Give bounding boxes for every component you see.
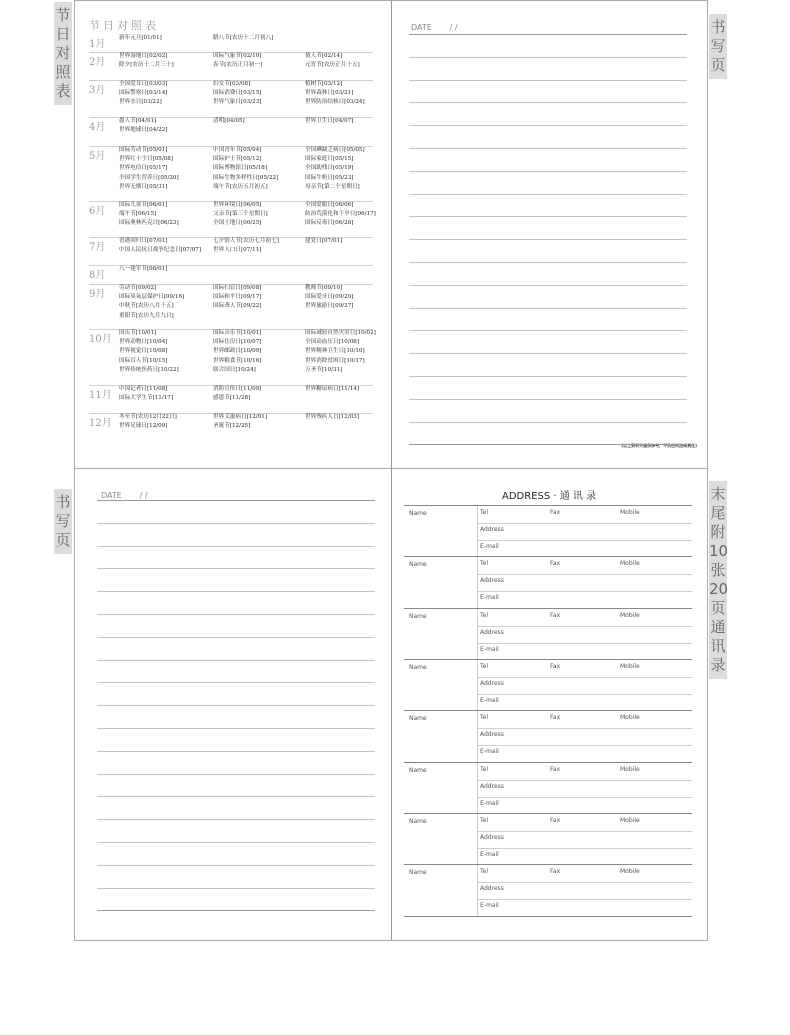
month-row bbox=[89, 237, 373, 266]
holiday-entry: 国际气象节[02/10] bbox=[213, 53, 262, 59]
holiday-entry: 国际生物多样性日[05/22] bbox=[213, 174, 279, 181]
holiday-column bbox=[305, 413, 359, 422]
address-tel-label: Tel bbox=[480, 662, 489, 670]
ruled-line bbox=[97, 637, 375, 638]
month-number: 12月 bbox=[89, 418, 112, 429]
holiday-column bbox=[305, 52, 360, 70]
holiday-entry: 世界旅游日[09/27] bbox=[305, 303, 354, 310]
address-entry bbox=[404, 813, 692, 865]
month-row bbox=[89, 329, 376, 386]
holiday-entry: 世界足球日[12/09] bbox=[119, 423, 168, 430]
address-fax-label: Fax bbox=[550, 714, 561, 722]
ruled-line bbox=[97, 568, 375, 569]
holiday-column bbox=[119, 201, 179, 229]
address-mobile-label: Mobile bbox=[620, 868, 640, 876]
holiday-column bbox=[119, 34, 162, 43]
address-book-page bbox=[392, 469, 707, 940]
ruled-line bbox=[97, 819, 375, 820]
holiday-entry: 国际音乐节[10/01] bbox=[213, 330, 262, 336]
holiday-column bbox=[213, 385, 261, 403]
divider bbox=[477, 523, 692, 524]
holiday-table-tab: 节日对照表 bbox=[54, 2, 72, 105]
writing-page-tab-left: 书写页 bbox=[54, 489, 72, 554]
ruled-line bbox=[409, 194, 687, 195]
address-name-label: Name bbox=[409, 715, 427, 723]
address-mobile-label: Mobile bbox=[620, 560, 640, 568]
holiday-entry: 国际儿童节[06/01] bbox=[119, 202, 168, 208]
holiday-entry: 国际臭氧层保护日[09/16] bbox=[119, 294, 185, 301]
holiday-entry: 世界传统医药日[10/22] bbox=[119, 366, 179, 373]
holiday-entry: 国际和平日[09/17] bbox=[213, 294, 262, 301]
address-entry bbox=[404, 608, 692, 660]
address-entry bbox=[404, 659, 692, 711]
address-email-label: E-mail bbox=[480, 902, 499, 910]
holiday-entry: 父亲节[第三个星期日] bbox=[213, 211, 268, 218]
divider bbox=[477, 626, 692, 627]
holiday-column bbox=[119, 265, 167, 274]
holiday-entry: 万圣节[10/31] bbox=[305, 366, 343, 373]
holiday-entry: 国际家庭日[05/15] bbox=[305, 156, 354, 163]
holiday-entry: 全国土地日[06/25] bbox=[213, 220, 262, 227]
holiday-entry: 中秋节[农历八月十五] bbox=[119, 303, 174, 310]
holiday-entry: 世界地球日[04/22] bbox=[119, 127, 168, 134]
holiday-entry: 世界卫生日[04/07] bbox=[305, 118, 354, 124]
holiday-column bbox=[119, 237, 201, 255]
divider bbox=[477, 728, 692, 729]
ruled-line bbox=[409, 171, 687, 172]
holiday-entry: 全国碘缺乏病日[05/05] bbox=[305, 147, 365, 153]
ruled-line bbox=[409, 216, 687, 217]
address-mobile-label: Mobile bbox=[620, 611, 640, 619]
address-fax-label: Fax bbox=[550, 765, 561, 773]
holiday-column bbox=[119, 385, 173, 403]
address-fax-label: Fax bbox=[550, 560, 561, 568]
holiday-entry: 世界视觉日[10/08] bbox=[119, 348, 168, 355]
address-fax-label: Fax bbox=[550, 662, 561, 670]
month-number: 5月 bbox=[89, 151, 106, 162]
month-number: 7月 bbox=[89, 242, 106, 253]
divider bbox=[477, 882, 692, 883]
holiday-column bbox=[213, 34, 273, 43]
divider bbox=[477, 711, 478, 762]
address-tel-label: Tel bbox=[480, 611, 489, 619]
address-fax-label: Fax bbox=[550, 816, 561, 824]
ruled-line bbox=[409, 57, 687, 58]
address-mobile-label: Mobile bbox=[620, 765, 640, 773]
address-address-label: Address bbox=[480, 526, 504, 533]
holiday-column bbox=[305, 201, 376, 229]
holiday-entry: 国际爱牙日[09/20] bbox=[305, 294, 354, 301]
holiday-column bbox=[305, 80, 365, 108]
spine bbox=[391, 1, 392, 468]
month-number: 11月 bbox=[89, 390, 112, 401]
holiday-entry: 国际牛奶日[05/23] bbox=[305, 174, 354, 181]
ruled-line bbox=[97, 796, 375, 797]
address-address-label: Address bbox=[480, 782, 504, 790]
address-tel-label: Tel bbox=[480, 868, 489, 876]
ruled-line bbox=[409, 262, 687, 263]
holiday-entry: 建党日[07/01] bbox=[305, 238, 343, 244]
holiday-entry: 联合国日[10/24] bbox=[213, 366, 256, 373]
divider bbox=[477, 814, 478, 865]
holiday-entry: 重阳节[农历九月九日] bbox=[119, 312, 174, 319]
ruled-line bbox=[97, 682, 375, 683]
address-email-label: E-mail bbox=[480, 850, 499, 858]
month-number: 8月 bbox=[89, 270, 106, 281]
holiday-entry: 世界艾滋病日[12/01] bbox=[213, 414, 268, 420]
holiday-column bbox=[305, 329, 376, 375]
divider bbox=[477, 745, 692, 746]
address-tel-label: Tel bbox=[480, 509, 489, 516]
ruled-line bbox=[97, 751, 375, 752]
holiday-entry: 教师节[09/10] bbox=[305, 285, 343, 291]
holiday-entry: 国际警察日[03/14] bbox=[119, 90, 168, 97]
ruled-line bbox=[409, 444, 687, 445]
holiday-column bbox=[213, 117, 245, 126]
address-email-label: E-mail bbox=[480, 543, 499, 550]
holiday-column bbox=[305, 385, 359, 394]
holiday-column bbox=[213, 284, 261, 312]
month-number: 9月 bbox=[89, 289, 106, 300]
ruled-line bbox=[97, 728, 375, 729]
address-note-tab: 末尾附10张20页通讯录 bbox=[709, 481, 727, 679]
holiday-column bbox=[213, 329, 261, 375]
address-mobile-label: Mobile bbox=[620, 714, 640, 722]
address-mobile-label: Mobile bbox=[620, 509, 640, 516]
ruled-line bbox=[409, 102, 687, 103]
date-label: DATE / / bbox=[101, 491, 148, 500]
holiday-column bbox=[119, 413, 177, 431]
holiday-entry: 国际聋人节[09/22] bbox=[213, 303, 262, 310]
ruled-line bbox=[409, 330, 687, 331]
holiday-entry: 腊八节[农历十二月初八] bbox=[213, 35, 274, 41]
address-tel-label: Tel bbox=[480, 714, 489, 722]
holiday-entry: 世界环境日[06/05] bbox=[213, 202, 262, 208]
address-name-label: Name bbox=[409, 817, 427, 825]
address-address-label: Address bbox=[480, 577, 504, 585]
ruled-line bbox=[97, 865, 375, 866]
divider bbox=[477, 643, 692, 644]
holiday-entry: 世界人口日[07/11] bbox=[213, 247, 262, 254]
holiday-column bbox=[305, 237, 342, 246]
address-entry bbox=[404, 556, 692, 608]
month-row bbox=[89, 385, 373, 414]
address-name-label: Name bbox=[409, 612, 427, 620]
holiday-entry: 植树节[03/12] bbox=[305, 81, 343, 87]
holiday-entry: 世界糖尿病日[11/14] bbox=[305, 386, 360, 392]
holiday-entry: 愚人节[04/01] bbox=[119, 118, 157, 124]
holiday-entry: 七夕情人节[农历七月初七] bbox=[213, 238, 279, 244]
address-entry bbox=[404, 864, 692, 917]
holiday-entry: 妇女节[03/08] bbox=[213, 81, 251, 87]
divider bbox=[477, 831, 692, 832]
holiday-entry: 世界精神卫生日[10/10] bbox=[305, 348, 365, 355]
divider bbox=[477, 660, 478, 711]
holiday-column bbox=[119, 117, 167, 135]
holiday-entry: 除夕[农历十二月三十] bbox=[119, 62, 174, 69]
holiday-entry: 情人节[02/14] bbox=[305, 53, 343, 59]
holiday-entry: 端午节[06/15] bbox=[119, 211, 157, 218]
holiday-entry: 新年元旦[01/01] bbox=[119, 35, 162, 41]
address-email-label: E-mail bbox=[480, 748, 499, 756]
holiday-entry: 国际护士节[05/12] bbox=[213, 156, 262, 163]
holiday-entry: 清明[04/05] bbox=[213, 118, 245, 124]
ruled-line bbox=[409, 80, 687, 81]
ruled-line bbox=[409, 308, 687, 309]
holiday-entry: 国庆节[10/01] bbox=[119, 330, 157, 336]
month-number: 1月 bbox=[89, 39, 106, 50]
divider bbox=[477, 763, 478, 814]
holiday-entry: 母亲节[第二个星期日] bbox=[305, 183, 360, 190]
ruled-line bbox=[409, 376, 687, 377]
divider bbox=[477, 557, 478, 608]
holiday-entry: 国际盲人节[10/15] bbox=[119, 357, 168, 364]
holiday-column bbox=[119, 80, 167, 108]
ruled-line bbox=[97, 842, 375, 843]
divider bbox=[477, 848, 692, 849]
holiday-entry: 世界粮食节[10/16] bbox=[213, 357, 262, 364]
holiday-entry: 全国高血压日[10/08] bbox=[305, 339, 360, 346]
ruled-line bbox=[409, 34, 687, 35]
holiday-column bbox=[305, 284, 353, 312]
month-number: 3月 bbox=[89, 85, 106, 96]
month-row bbox=[89, 52, 373, 81]
month-row bbox=[89, 265, 373, 285]
divider bbox=[477, 780, 692, 781]
ruled-line bbox=[409, 125, 687, 126]
divider bbox=[477, 540, 692, 541]
holiday-entry: 国际奥林匹克日[06/23] bbox=[119, 220, 179, 227]
divider bbox=[477, 865, 478, 916]
holiday-entry: 中国人民抗日战争纪念日[07/07] bbox=[119, 247, 202, 254]
month-row bbox=[89, 201, 376, 238]
holiday-entry: 冬至节[农历12月22日] bbox=[119, 414, 177, 420]
holiday-entry: 世界气象日[03/23] bbox=[213, 99, 262, 106]
holiday-entry: 世界防治结核日[03/24] bbox=[305, 99, 365, 106]
month-number: 10月 bbox=[89, 334, 112, 345]
divider bbox=[477, 899, 692, 900]
ruled-line bbox=[409, 399, 687, 400]
address-tel-label: Tel bbox=[480, 560, 489, 568]
holiday-entry: 全国爱耳日[03/03] bbox=[119, 81, 168, 87]
address-name-label: Name bbox=[409, 766, 427, 774]
writing-page-tab-right: 书写页 bbox=[709, 14, 727, 79]
address-entry bbox=[404, 710, 692, 762]
holiday-footnote: (以上资料只提供参考，不负任何法律责任) bbox=[621, 443, 697, 448]
address-name-label: Name bbox=[409, 663, 427, 671]
address-address-label: Address bbox=[480, 833, 504, 841]
divider bbox=[477, 694, 692, 695]
ruled-line bbox=[97, 591, 375, 592]
holiday-entry: 消防宣传日[11/09] bbox=[213, 386, 262, 392]
holiday-entry: 八一建军节[08/01] bbox=[119, 266, 168, 272]
ruled-line bbox=[97, 500, 375, 501]
ruled-line bbox=[409, 353, 687, 354]
holiday-entry: 世界无烟日[05/31] bbox=[119, 183, 168, 190]
address-entry bbox=[404, 505, 692, 557]
address-mobile-label: Mobile bbox=[620, 662, 640, 670]
month-row bbox=[89, 413, 373, 441]
month-row bbox=[89, 146, 373, 202]
holiday-entry: 世界消除贫困日[10/17] bbox=[305, 357, 365, 364]
address-entry bbox=[404, 762, 692, 814]
holiday-column bbox=[213, 52, 262, 70]
month-number: 4月 bbox=[89, 122, 106, 133]
holiday-entry: 全国学生营养日[05/20] bbox=[119, 174, 179, 181]
address-name-label: Name bbox=[409, 561, 427, 569]
holiday-entry: 世界森林日[03/21] bbox=[305, 90, 354, 97]
address-address-label: Address bbox=[480, 885, 504, 893]
holiday-column bbox=[213, 80, 261, 108]
holiday-entry: 中国青年节[05/04] bbox=[213, 147, 262, 153]
holiday-entry: 香港回归日[07/01] bbox=[119, 238, 168, 244]
holiday-entry: 全国助残日[05/19] bbox=[305, 165, 354, 172]
divider bbox=[477, 574, 692, 575]
address-email-label: E-mail bbox=[480, 594, 499, 602]
address-name-label: Name bbox=[409, 869, 427, 877]
holiday-entry: 世界邮政日[10/09] bbox=[213, 348, 262, 355]
holiday-entry: 世界动物日[10/04] bbox=[119, 339, 168, 346]
holiday-column bbox=[213, 201, 268, 229]
holiday-column bbox=[119, 52, 174, 70]
holiday-entry: 感恩节[11/28] bbox=[213, 395, 251, 402]
holiday-entry: 世界电信日[05/17] bbox=[119, 165, 168, 172]
address-tel-label: Tel bbox=[480, 816, 489, 824]
holiday-entry: 元宵节[农历正月十五] bbox=[305, 62, 360, 69]
address-mobile-label: Mobile bbox=[620, 816, 640, 824]
address-book-title: ADDRESS · 通 讯 录 bbox=[502, 491, 597, 502]
holiday-column bbox=[119, 146, 179, 192]
holiday-column bbox=[213, 237, 279, 255]
holiday-table-title: 节日对照表 bbox=[89, 19, 159, 32]
month-number: 2月 bbox=[89, 57, 106, 68]
holiday-column bbox=[119, 329, 179, 375]
ruled-line bbox=[409, 239, 687, 240]
address-fax-label: Fax bbox=[550, 611, 561, 619]
ruled-line bbox=[97, 546, 375, 547]
holiday-entry: 世界红十字日[05/08] bbox=[119, 156, 174, 163]
bottom-spread bbox=[74, 468, 708, 941]
divider bbox=[477, 677, 692, 678]
month-row bbox=[89, 80, 373, 118]
date-label: DATE / / bbox=[411, 23, 458, 32]
divider bbox=[477, 591, 692, 592]
address-address-label: Address bbox=[480, 628, 504, 636]
holiday-column bbox=[213, 146, 278, 192]
divider bbox=[477, 609, 478, 660]
month-row bbox=[89, 117, 373, 147]
address-address-label: Address bbox=[480, 679, 504, 687]
ruled-line bbox=[409, 285, 687, 286]
holiday-entry: 春节[农历正月初一] bbox=[213, 62, 263, 69]
holiday-entry: 端午节[农历五月初五] bbox=[213, 183, 268, 190]
holiday-column bbox=[213, 413, 267, 431]
ruled-line bbox=[97, 910, 375, 911]
ruled-line bbox=[409, 148, 687, 149]
holiday-entry: 国际劳动节[05/01] bbox=[119, 147, 168, 153]
holiday-entry: 世界水日[03/22] bbox=[119, 99, 162, 106]
holiday-column bbox=[305, 117, 353, 126]
ruled-line bbox=[97, 660, 375, 661]
address-email-label: E-mail bbox=[480, 696, 499, 704]
holiday-column bbox=[305, 146, 365, 192]
holiday-entry: 中国记者日[11/08] bbox=[119, 386, 168, 392]
holiday-entry: 全国爱眼日[06/06] bbox=[305, 202, 354, 208]
address-fax-label: Fax bbox=[550, 868, 561, 876]
holiday-entry: 国际消费日[03/15] bbox=[213, 90, 262, 97]
holiday-entry: 圣诞节[12/25] bbox=[213, 423, 251, 430]
holiday-entry: 国际反毒日[06/26] bbox=[305, 220, 354, 227]
holiday-entry: 国际减轻自然灾害日[10/02] bbox=[305, 330, 376, 336]
address-name-label: Name bbox=[409, 510, 427, 517]
holiday-entry: 世界湿地日[02/02] bbox=[119, 53, 168, 59]
holiday-column bbox=[119, 284, 184, 321]
address-email-label: E-mail bbox=[480, 645, 499, 653]
month-row bbox=[89, 34, 373, 53]
top-spread bbox=[74, 0, 708, 469]
divider bbox=[477, 797, 692, 798]
divider bbox=[477, 506, 478, 557]
holiday-entry: 防治荒漠化和干旱日[06/17] bbox=[305, 211, 376, 218]
address-address-label: Address bbox=[480, 731, 504, 739]
ruled-line bbox=[97, 705, 375, 706]
address-email-label: E-mail bbox=[480, 799, 499, 807]
month-number: 6月 bbox=[89, 206, 106, 217]
ruled-line bbox=[97, 614, 375, 615]
holiday-entry: 劳动节[09/02] bbox=[119, 285, 157, 291]
ruled-line bbox=[97, 888, 375, 889]
address-fax-label: Fax bbox=[550, 509, 561, 516]
ruled-line bbox=[97, 774, 375, 775]
holiday-entry: 世界残疾人日[12/03] bbox=[305, 414, 360, 420]
month-row bbox=[89, 284, 373, 330]
holiday-entry: 国际大学生节[11/17] bbox=[119, 395, 174, 402]
ruled-line bbox=[97, 523, 375, 524]
holiday-entry: 国际住房日[10/07] bbox=[213, 339, 262, 346]
holiday-entry: 国际博物馆日[05/18] bbox=[213, 165, 268, 172]
holiday-entry: 国际扫盲日[09/08] bbox=[213, 285, 262, 291]
address-tel-label: Tel bbox=[480, 765, 489, 773]
ruled-line bbox=[409, 422, 687, 423]
